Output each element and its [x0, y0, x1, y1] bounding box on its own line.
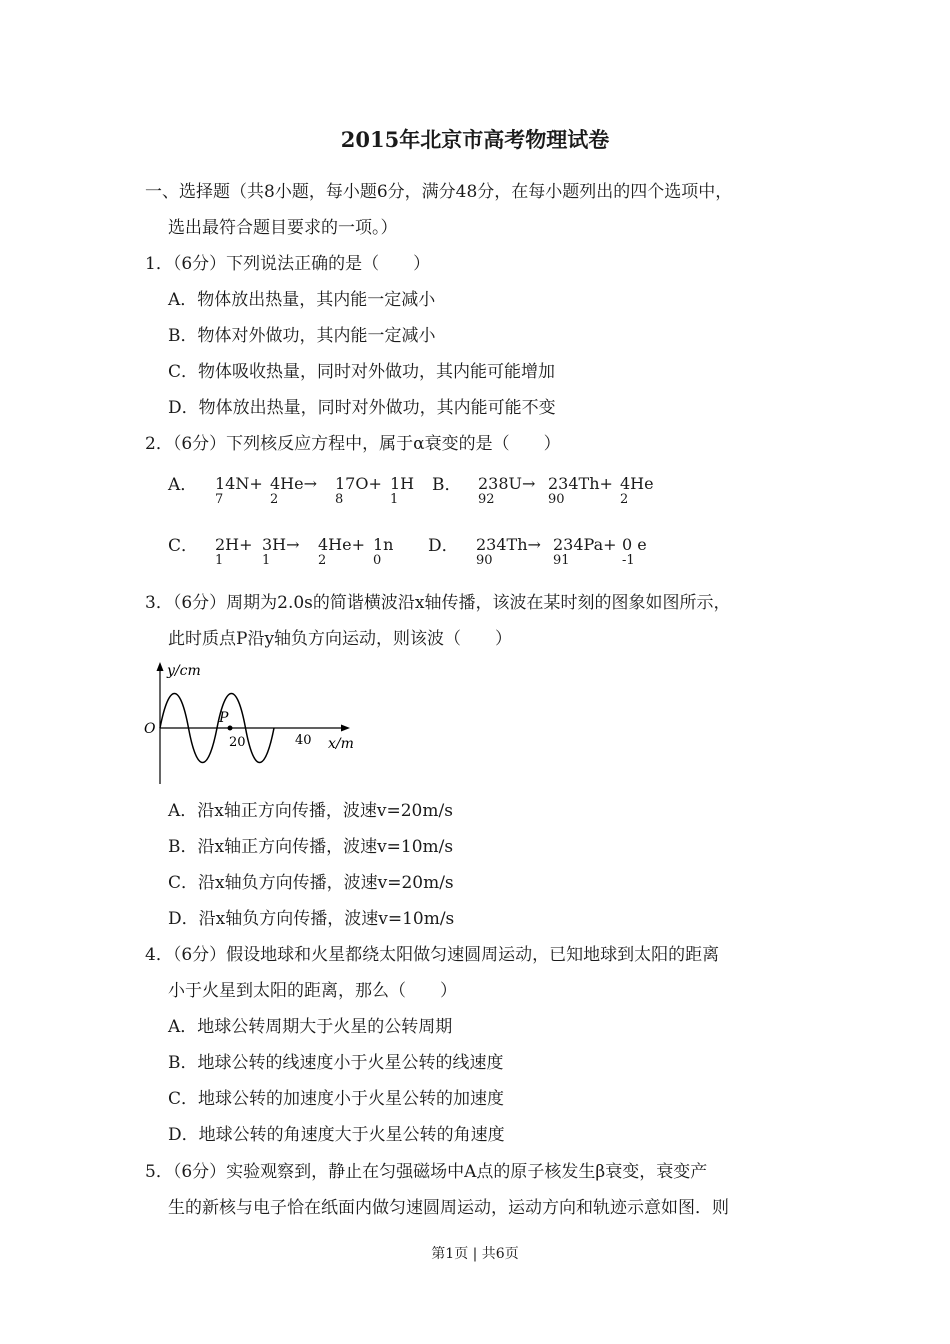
- q2-b-term-2-sub: 90: [548, 492, 565, 507]
- x-axis-arrow: [341, 725, 350, 732]
- y-axis-arrow: [157, 662, 164, 671]
- q4-stem-line1: 4．（6分）假设地球和火星都绕太阳做匀速圆周运动，已知地球到太阳的距离: [145, 945, 720, 965]
- q2-c-term-2-sub: 1: [262, 553, 271, 568]
- q3-stem-line1: 3．（6分）周期为2.0s的简谐横波沿x轴传播，该波在某时刻的图象如图所示，: [145, 593, 731, 613]
- q2-d-term-3-sub: -1: [622, 553, 635, 568]
- q2-a-term-2-sub: 2: [270, 492, 279, 507]
- q4-option-d: D．地球公转的角速度大于火星公转的角速度: [168, 1125, 505, 1145]
- q2-c-term-2: 3H→: [262, 535, 300, 554]
- q2-d-term-2-sub: 91: [553, 553, 570, 568]
- point-p-label: P: [219, 710, 229, 726]
- page-footer: 第1页 | 共6页: [431, 1246, 519, 1262]
- q4-option-b: B．地球公转的线速度小于火星公转的线速度: [168, 1053, 504, 1073]
- q1-option-c: C．物体吸收热量，同时对外做功，其内能可能增加: [168, 362, 556, 382]
- q2-d-term-1: 234Th→: [476, 535, 541, 554]
- q1-option-d: D．物体放出热量，同时对外做功，其内能可能不变: [168, 398, 556, 418]
- q2-option-b-label: B．: [432, 475, 462, 495]
- q1-option-a: A．物体放出热量，其内能一定减小: [168, 290, 436, 310]
- q2-a-term-1: 14N+: [215, 474, 263, 493]
- q2-stem: 2．（6分）下列核反应方程中，属于α衰变的是（ ）: [145, 434, 561, 454]
- q2-option-a-label: A．: [168, 475, 198, 495]
- q2-d-term-3: 0 e: [622, 535, 647, 554]
- q1-option-b: B．物体对外做功，其内能一定减小: [168, 326, 436, 346]
- q2-b-term-3-sub: 2: [620, 492, 629, 507]
- q2-option-c-label: C．: [168, 536, 199, 556]
- q2-option-d-label: D．: [428, 536, 459, 556]
- y-axis-label: y/cm: [167, 663, 201, 679]
- q2-b-term-1: 238U→: [478, 474, 536, 493]
- origin-label: O: [144, 721, 156, 737]
- tick-20-label: 20: [229, 735, 246, 750]
- q2-a-term-4: 1H: [390, 474, 415, 493]
- q2-a-term-1-sub: 7: [215, 492, 224, 507]
- q2-c-term-4-sub: 0: [373, 553, 382, 568]
- page-title: 2015年北京市高考物理试卷: [340, 127, 610, 152]
- q3-option-a: A．沿x轴正方向传播，波速v=20m/s: [168, 801, 453, 821]
- q2-c-term-4: 1n: [373, 535, 394, 554]
- point-p-marker: [228, 726, 233, 731]
- q3-option-d: D．沿x轴负方向传播，波速v=10m/s: [168, 909, 455, 929]
- q2-c-term-3-sub: 2: [318, 553, 327, 568]
- section-heading-line1: 一、选择题（共8小题，每小题6分，满分48分，在每小题列出的四个选项中，: [145, 182, 733, 202]
- q2-b-term-3: 4He: [620, 474, 654, 493]
- q2-a-term-4-sub: 1: [390, 492, 399, 507]
- q4-option-a: A．地球公转周期大于火星的公转周期: [168, 1017, 453, 1037]
- q2-d-term-1-sub: 90: [476, 553, 493, 568]
- q2-b-term-2: 234Th+: [548, 474, 613, 493]
- section-heading-line2: 选出最符合题目要求的一项。）: [168, 218, 398, 238]
- q2-d-term-2: 234Pa+: [553, 535, 617, 554]
- q2-a-term-2: 4He→: [270, 474, 318, 493]
- q2-a-term-3: 17O+: [335, 474, 382, 493]
- q2-c-term-3: 4He+: [318, 535, 366, 554]
- q2-c-term-1-sub: 1: [215, 553, 224, 568]
- wave-graph: [140, 660, 360, 790]
- tick-40-label: 40: [295, 733, 312, 748]
- q1-stem: 1．（6分）下列说法正确的是（ ）: [145, 254, 431, 274]
- q5-stem-line2: 生的新核与电子恰在纸面内做匀速圆周运动，运动方向和轨迹示意如图．则: [168, 1198, 729, 1218]
- x-axis-label: x/m: [328, 736, 354, 752]
- q5-stem-line1: 5．（6分）实验观察到，静止在匀强磁场中A点的原子核发生β衰变，衰变产: [145, 1162, 708, 1182]
- q3-option-b: B．沿x轴正方向传播，波速v=10m/s: [168, 837, 454, 857]
- q2-b-term-1-sub: 92: [478, 492, 495, 507]
- q4-option-c: C．地球公转的加速度小于火星公转的加速度: [168, 1089, 505, 1109]
- q2-c-term-1: 2H+: [215, 535, 253, 554]
- q3-stem-line2: 此时质点P沿y轴负方向运动，则该波（ ）: [168, 629, 513, 649]
- q3-option-c: C．沿x轴负方向传播，波速v=20m/s: [168, 873, 454, 893]
- q2-a-term-3-sub: 8: [335, 492, 344, 507]
- q4-stem-line2: 小于火星到太阳的距离，那么（ ）: [168, 981, 457, 1001]
